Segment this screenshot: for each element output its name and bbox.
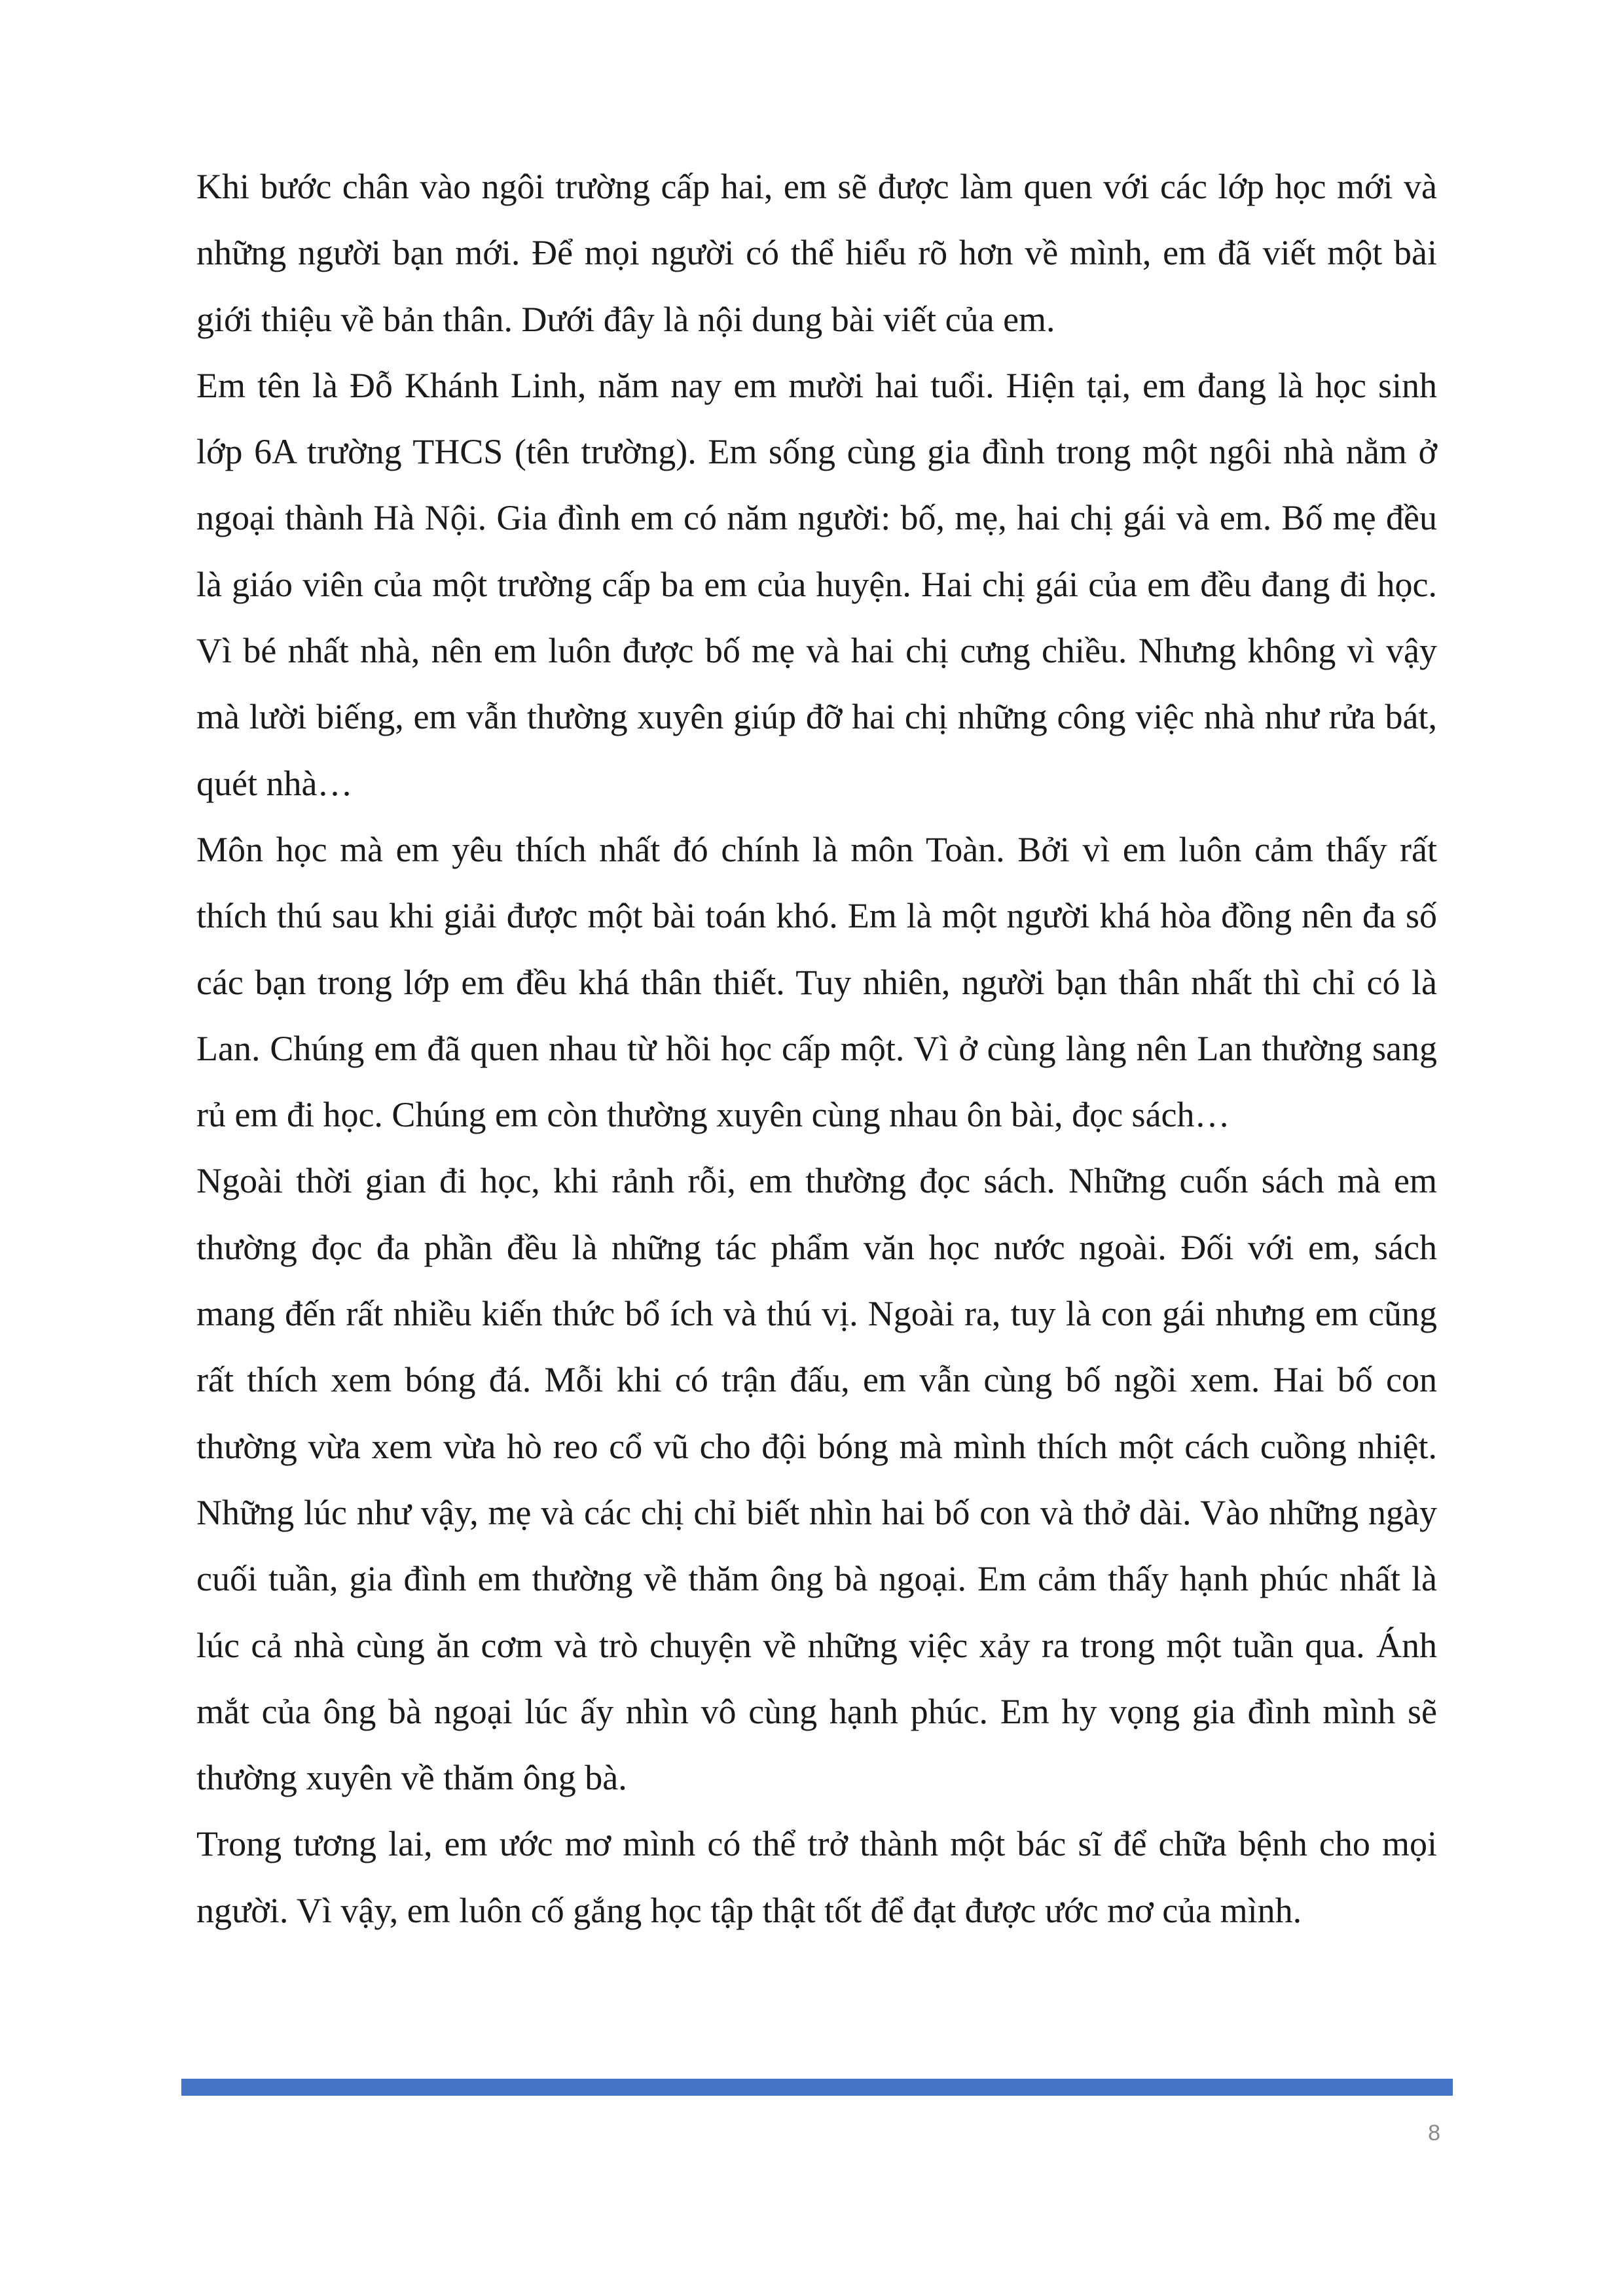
paragraph-hobbies: Ngoài thời gian đi học, khi rảnh rỗi, em thường đọc sách. Những cuốn sách mà em thường đọc đa phần đều là những tác phẩm văn học nước ngoài. Đối với em, sách mang đến rất nhiều kiến thức bổ ích và thú vị. Ngoài ra, tuy là con gái nhưng em cũng rất thích xem bóng đá. Mỗi khi có trận đấu, em vẫn cùng bố ngồi xem. Hai bố con thường vừa xem vừa hò reo cổ vũ cho đội bóng mà mình thích một cách cuồng nhiệt. Những lúc như vậy, mẹ và các chị chỉ biết nhìn hai bố con và thở dài. Vào những ngày cuối tuần, gia đình em thường về thăm ông bà ngoại. Em cảm thấy hạnh phúc nhất là lúc cả nhà cùng ăn cơm và trò chuyện về những việc xảy ra trong một tuần qua. Ánh mắt của ông bà ngoại lúc ấy nhìn vô cùng hạnh phúc. Em hy vọng gia đình mình sẽ thường xuyên về thăm ông bà. [196, 1161, 1437, 1798]
paragraph-family: Em tên là Đỗ Khánh Linh, năm nay em mười hai tuổi. Hiện tại, em đang là học sinh lớp 6A trường THCS (tên trường). Em sống cùng gia đình trong một ngôi nhà nằm ở ngoại thành Hà Nội. Gia đình em có năm người: bố, mẹ, hai chị gái và em. Bố mẹ đều là giáo viên của một trường cấp ba em của huyện. Hai chị gái của em đều đang đi học. Vì bé nhất nhà, nên em luôn được bố mẹ và hai chị cưng chiều. Nhưng không vì vậy mà lười biếng, em vẫn thường xuyên giúp đỡ hai chị những công việc nhà như rửa bát, quét nhà… [196, 365, 1437, 803]
footer-divider [181, 2079, 1453, 2096]
paragraph-intro: Khi bước chân vào ngôi trường cấp hai, em sẽ được làm quen với các lớp học mới và những người bạn mới. Để mọi người có thể hiểu rõ hơn về mình, em đã viết một bài giới thiệu về bản thân. Dưới đây là nội dung bài viết của em. [196, 167, 1437, 339]
paragraph-school: Môn học mà em yêu thích nhất đó chính là môn Toàn. Bởi vì em luôn cảm thấy rất thích thú sau khi giải được một bài toán khó. Em là một người khá hòa đồng nên đa số các bạn trong lớp em đều khá thân thiết. Tuy nhiên, người bạn thân nhất thì chỉ có là Lan. Chúng em đã quen nhau từ hồi học cấp một. Vì ở cùng làng nên Lan thường sang rủ em đi học. Chúng em còn thường xuyên cùng nhau ôn bài, đọc sách… [196, 829, 1437, 1135]
page-number: 8 [1428, 2121, 1440, 2145]
document-body [196, 154, 1437, 1944]
paragraph-future: Trong tương lai, em ước mơ mình có thể trở thành một bác sĩ để chữa bệnh cho mọi người. Vì vậy, em luôn cố gắng học tập thật tốt để đạt được ước mơ của mình. [196, 1824, 1437, 1930]
